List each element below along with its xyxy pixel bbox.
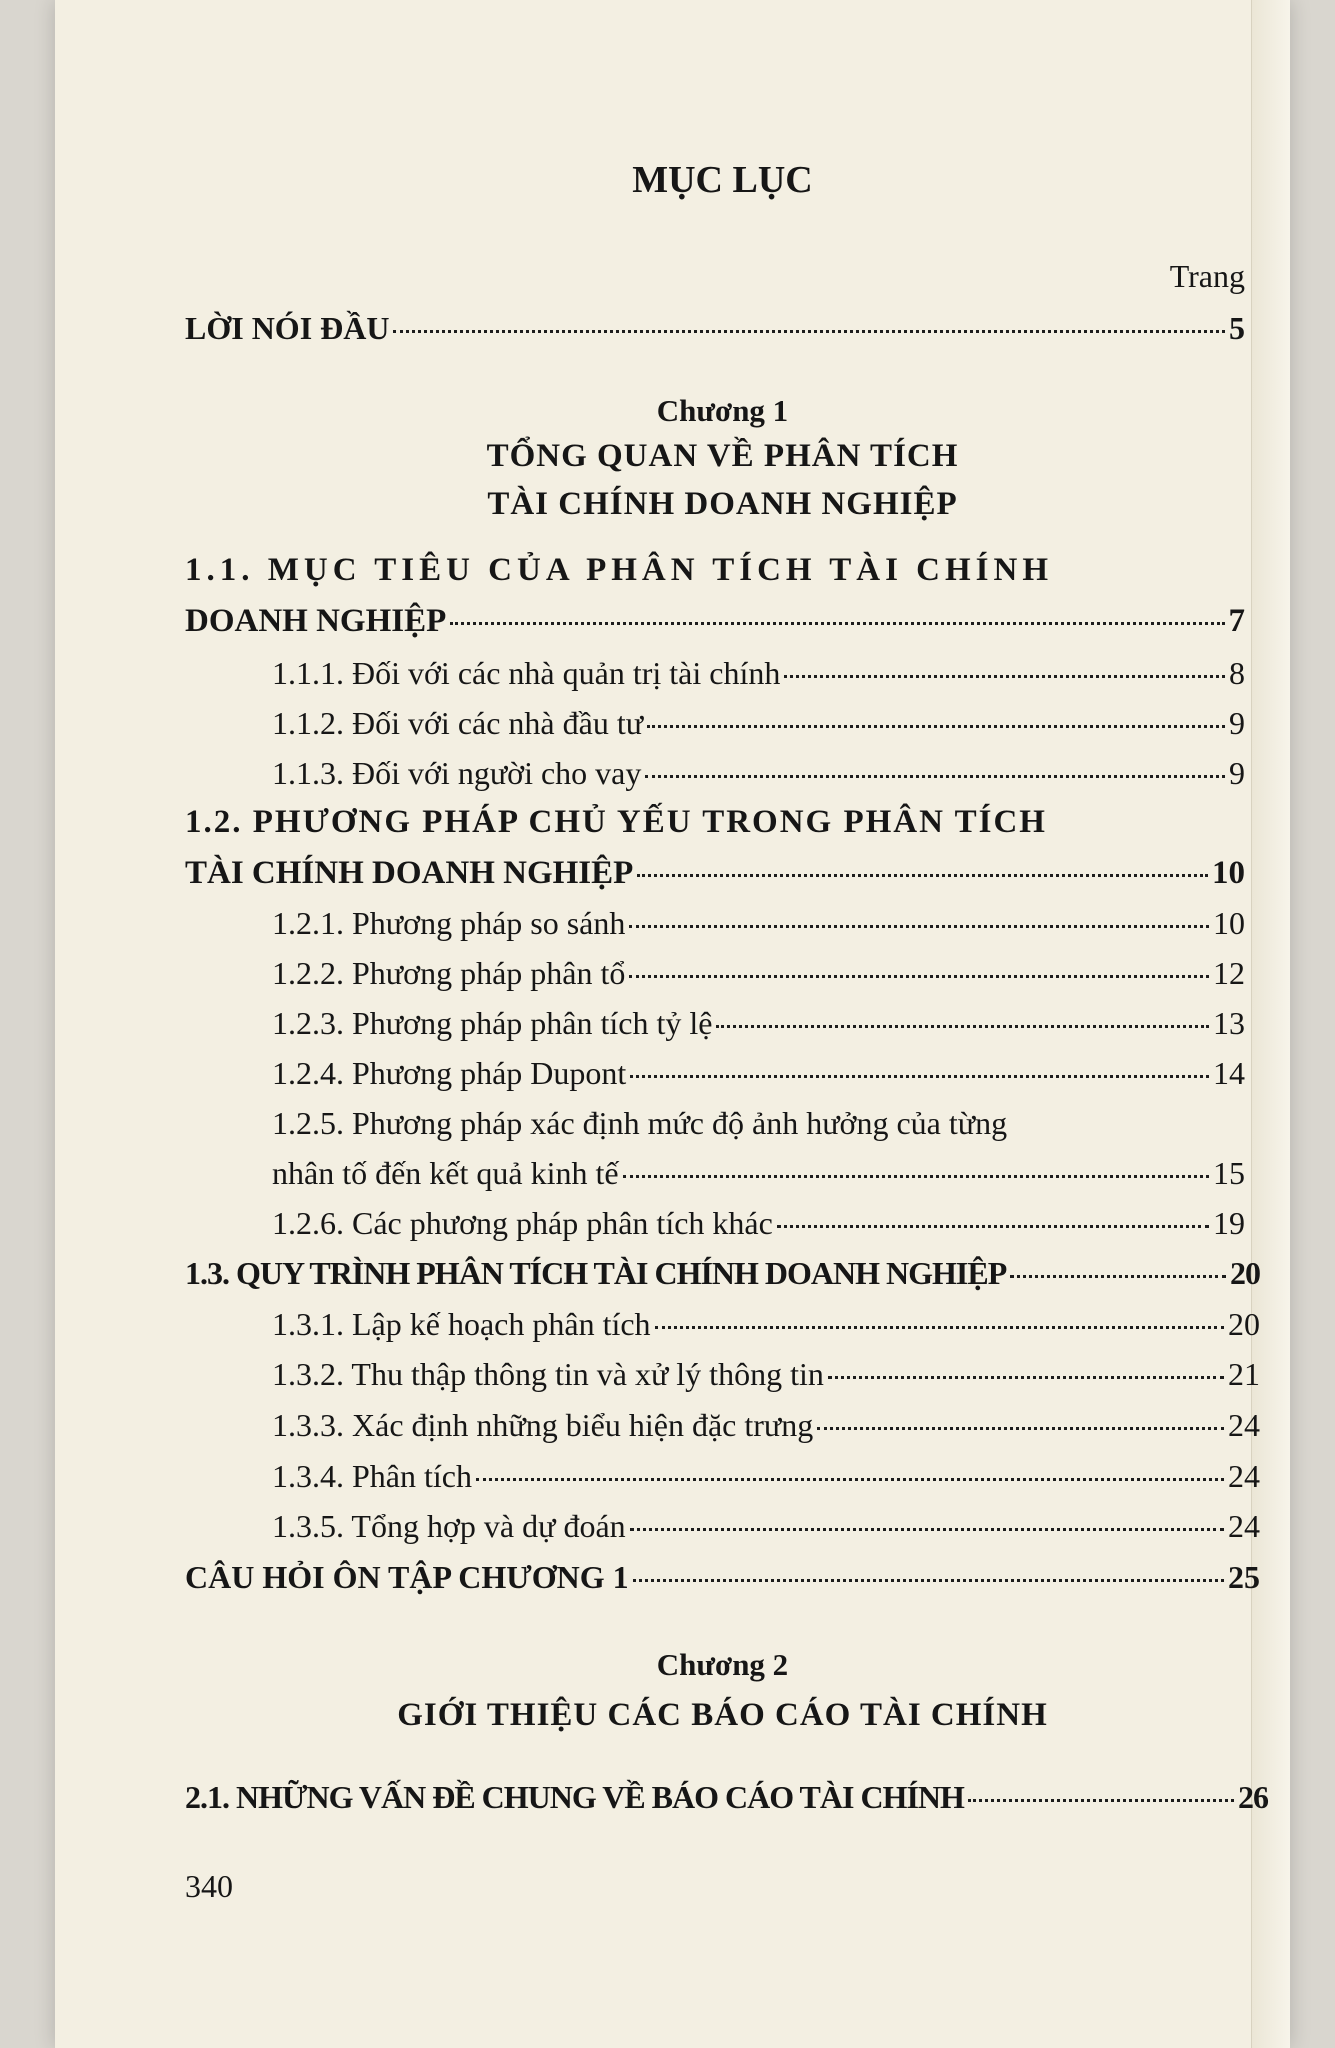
entry-page: 25: [1228, 1559, 1260, 1595]
leader-dots: [630, 1075, 1209, 1078]
entry-page: 15: [1213, 1155, 1245, 1191]
toc-entry-1-1-2[interactable]: [272, 705, 1245, 742]
entry-title: 1.1.1. Đối với các nhà quản trị tài chính: [272, 655, 781, 691]
entry-page: 7: [1228, 603, 1245, 639]
entry-page: 20: [1230, 1255, 1260, 1291]
book-page: [55, 0, 1290, 2048]
toc-entry-1-1[interactable]: [185, 603, 1245, 640]
chapter-2-label: Chương 2: [656, 1647, 789, 1682]
toc-entry-1-2-1[interactable]: [272, 905, 1245, 942]
entry-page: 13: [1213, 1005, 1245, 1041]
toc-entry-2-1[interactable]: [185, 1779, 1268, 1816]
leader-dots: [629, 975, 1209, 978]
leader-dots: [647, 725, 1225, 728]
entry-title: nhân tố đến kết quả kinh tế: [272, 1155, 619, 1191]
toc-entry-1-2-5[interactable]: [272, 1155, 1245, 1192]
leader-dots: [393, 330, 1225, 333]
leader-dots: [476, 1478, 1224, 1481]
entry-page: 5: [1229, 310, 1245, 346]
entry-page: 20: [1228, 1306, 1260, 1342]
leader-dots: [655, 1326, 1224, 1329]
toc-entry-1-2-4[interactable]: [272, 1055, 1245, 1092]
entry-title: 2.1. NHỮNG VẤN ĐỀ CHUNG VỀ BÁO CÁO TÀI CHÍNH: [185, 1779, 964, 1815]
entry-page: 10: [1213, 905, 1245, 941]
toc-entry-1-2-6[interactable]: [272, 1205, 1245, 1242]
leader-dots: [637, 874, 1208, 877]
toc-entry-1-2-3[interactable]: [272, 1005, 1245, 1042]
page-column-header: Trang: [1169, 258, 1245, 294]
leader-dots: [623, 1175, 1209, 1178]
entry-title: 1.3.5. Tổng hợp và dự đoán: [272, 1508, 626, 1544]
toc-entry-1-2-5-line1[interactable]: 1.2.5. Phương pháp xác định mức độ ảnh hưởng của từng: [272, 1105, 1008, 1141]
toc-entry-1-3[interactable]: [185, 1255, 1260, 1292]
leader-dots: [828, 1376, 1224, 1379]
toc-entry-1-1-1[interactable]: [272, 655, 1245, 692]
entry-page: 24: [1228, 1407, 1260, 1443]
entry-title: CÂU HỎI ÔN TẬP CHƯƠNG 1: [185, 1559, 629, 1595]
entry-page: 8: [1229, 655, 1245, 691]
entry-title: 1.2.6. Các phương pháp phân tích khác: [272, 1205, 773, 1241]
entry-title: 1.3.1. Lập kế hoạch phân tích: [272, 1306, 651, 1342]
chapter-1-title-line2: TÀI CHÍNH DOANH NGHIỆP: [487, 486, 958, 522]
toc-entry-1-2[interactable]: [185, 855, 1245, 892]
entry-title: LỜI NÓI ĐẦU: [185, 310, 390, 346]
leader-dots: [777, 1225, 1209, 1228]
toc-entry-1-1-3[interactable]: [272, 755, 1245, 792]
leader-dots: [633, 1579, 1224, 1582]
page-number: 340: [185, 1868, 233, 1904]
entry-title: 1.3. QUY TRÌNH PHÂN TÍCH TÀI CHÍNH DOANH NGHIỆP: [185, 1255, 1007, 1291]
toc-title: MỤC LỤC: [632, 159, 813, 201]
toc-entry-intro[interactable]: [185, 310, 1245, 347]
entry-page: 9: [1229, 705, 1245, 741]
toc-entry-1-1-line1[interactable]: 1.1. MỤC TIÊU CỦA PHÂN TÍCH TÀI CHÍNH: [185, 552, 1054, 588]
entry-title: 1.3.2. Thu thập thông tin và xử lý thông tin: [272, 1356, 824, 1392]
toc-entry-1-3-5[interactable]: [272, 1508, 1260, 1545]
entry-page: 9: [1229, 755, 1245, 791]
entry-title: 1.2.3. Phương pháp phân tích tỷ lệ: [272, 1005, 713, 1041]
toc-entry-1-3-1[interactable]: [272, 1306, 1260, 1343]
entry-title: 1.3.3. Xác định những biểu hiện đặc trưng: [272, 1407, 814, 1443]
entry-title: TÀI CHÍNH DOANH NGHIỆP: [185, 855, 634, 891]
leader-dots: [645, 775, 1225, 778]
leader-dots: [630, 1528, 1224, 1531]
leader-dots: [784, 675, 1225, 678]
leader-dots: [817, 1427, 1224, 1430]
entry-page: 24: [1228, 1508, 1260, 1544]
entry-title: 1.1.3. Đối với người cho vay: [272, 755, 642, 791]
entry-page: 24: [1228, 1458, 1260, 1494]
leader-dots: [716, 1025, 1209, 1028]
entry-page: 14: [1213, 1055, 1245, 1091]
page-edge: [1251, 0, 1290, 2048]
entry-page: 21: [1228, 1356, 1260, 1392]
leader-dots: [1010, 1275, 1226, 1278]
leader-dots: [450, 622, 1224, 625]
toc-entry-1-2-2[interactable]: [272, 955, 1245, 992]
toc-entry-1-3-2[interactable]: [272, 1356, 1260, 1393]
entry-title: 1.3.4. Phân tích: [272, 1458, 472, 1494]
toc-entry-review-1[interactable]: [185, 1559, 1260, 1596]
entry-title: DOANH NGHIỆP: [185, 603, 447, 639]
entry-title: 1.2.2. Phương pháp phân tổ: [272, 955, 626, 991]
entry-title: 1.1.2. Đối với các nhà đầu tư: [272, 705, 644, 741]
entry-page: 12: [1213, 955, 1245, 991]
toc-entry-1-3-4[interactable]: [272, 1458, 1260, 1495]
leader-dots: [629, 925, 1209, 928]
toc-entry-1-2-line1[interactable]: 1.2. PHƯƠNG PHÁP CHỦ YẾU TRONG PHÂN TÍCH: [185, 804, 1047, 840]
chapter-1-title-line1: TỔNG QUAN VỀ PHÂN TÍCH: [486, 438, 959, 474]
entry-title: 1.2.1. Phương pháp so sánh: [272, 905, 626, 941]
entry-page: 10: [1212, 855, 1245, 891]
entry-page: 26: [1238, 1779, 1268, 1815]
chapter-1-label: Chương 1: [656, 393, 789, 428]
chapter-2-title: GIỚI THIỆU CÁC BÁO CÁO TÀI CHÍNH: [397, 1697, 1048, 1733]
entry-title: 1.2.4. Phương pháp Dupont: [272, 1055, 627, 1091]
toc-entry-1-3-3[interactable]: [272, 1407, 1260, 1444]
leader-dots: [968, 1799, 1234, 1802]
entry-page: 19: [1213, 1205, 1245, 1241]
